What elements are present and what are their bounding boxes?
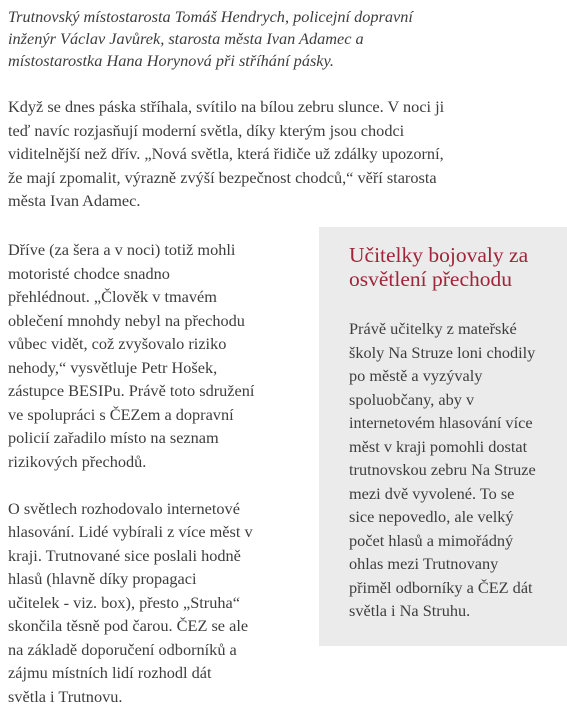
text-line: na základě doporučení odborníků a [8,638,308,662]
sidebar-body [349,317,564,623]
sidebar-text-line: po městě a vyzývaly [349,364,564,388]
text-line: hlasů (hlavně díky propagaci [8,567,308,591]
text-line: hlasování. Lidé vybírali z více měst v [8,520,308,544]
caption-line: inženýr Václav Javůrek, starosta města Ivan Adamec a [8,28,563,50]
text-line: nehody,“ vysvětluje Petr Hošek, [8,356,308,380]
sidebar-title [349,243,564,291]
text-line: ve spolupráci s ČEZem a dopravní [8,403,308,427]
text-line: Když se dnes páska stříhala, svítilo na bílou zebru slunce. V noci ji [8,95,563,119]
text-line: Dříve (za šera a v noci) totiž mohli [8,238,308,262]
paragraph-gap [8,473,308,497]
sidebar-text-line: spoluobčany, aby v [349,388,564,412]
text-line: světla i Trutnovu. [8,685,308,708]
sidebar-box [319,227,567,646]
caption-line: místostarostka Hana Horynová při stříhání pásky. [8,50,563,72]
text-line: motoristé chodce snadno [8,262,308,286]
sidebar-text-line: sice nepovedlo, ale velký [349,505,564,529]
text-line: zástupce BESIPu. Právě toto sdružení [8,379,308,403]
sidebar-text-line: internetovém hlasování více [349,411,564,435]
text-line: skončila těsně pod čarou. ČEZ se ale [8,614,308,638]
sidebar-text-line: trutnovskou zebru Na Struze [349,458,564,482]
sidebar-text-line: měst v kraji pomohli dostat [349,435,564,459]
text-line: oblečení mnohdy nebyl na přechodu [8,309,308,333]
sidebar-text-line: světla i Na Struhu. [349,599,564,623]
article-paragraph-voting [8,497,308,708]
text-line: města Ivan Adamec. [8,189,563,213]
text-line: teď navíc rozjasňují moderní světla, díky kterým jsou chodci [8,119,563,143]
sidebar-text-line: Právě učitelky z mateřské [349,317,564,341]
sidebar-title-line: Učitelky bojovaly za [349,243,564,267]
article-paragraph-besip [8,238,308,473]
text-line: rizikových přechodů. [8,450,308,474]
text-line: viditelnější než dřív. „Nová světla, která řidiče už zdálky upozorní, [8,142,563,166]
photo-caption [8,6,563,72]
sidebar-title-line: osvětlení přechodu [349,267,564,291]
sidebar-text-line: mezi dvě vyvolené. To se [349,482,564,506]
sidebar-text-line: ohlas mezi Trutnovany [349,552,564,576]
text-line: že mají zpomalit, výrazně zvýší bezpečnost chodců,“ věří starosta [8,166,563,190]
sidebar-text-line: přiměl odborníky a ČEZ dát [349,576,564,600]
text-line: vůbec vidět, což zvyšovalo riziko [8,332,308,356]
caption-line: Trutnovský místostarosta Tomáš Hendrych, policejní dopravní [8,6,563,28]
text-line: učitelek - viz. box), přesto „Struha“ [8,591,308,615]
text-line: přehlédnout. „Člověk v tmavém [8,285,308,309]
article-paragraph-intro [8,95,563,213]
text-line: kraji. Trutnované sice poslali hodně [8,544,308,568]
article-left-column [8,238,308,708]
text-line: zájmu místních lidí rozhodl dát [8,661,308,685]
sidebar-text-line: školy Na Struze loni chodily [349,341,564,365]
sidebar-text-line: počet hlasů a mimořádný [349,529,564,553]
text-line: O světlech rozhodovalo internetové [8,497,308,521]
text-line: policií zařadilo místo na seznam [8,426,308,450]
